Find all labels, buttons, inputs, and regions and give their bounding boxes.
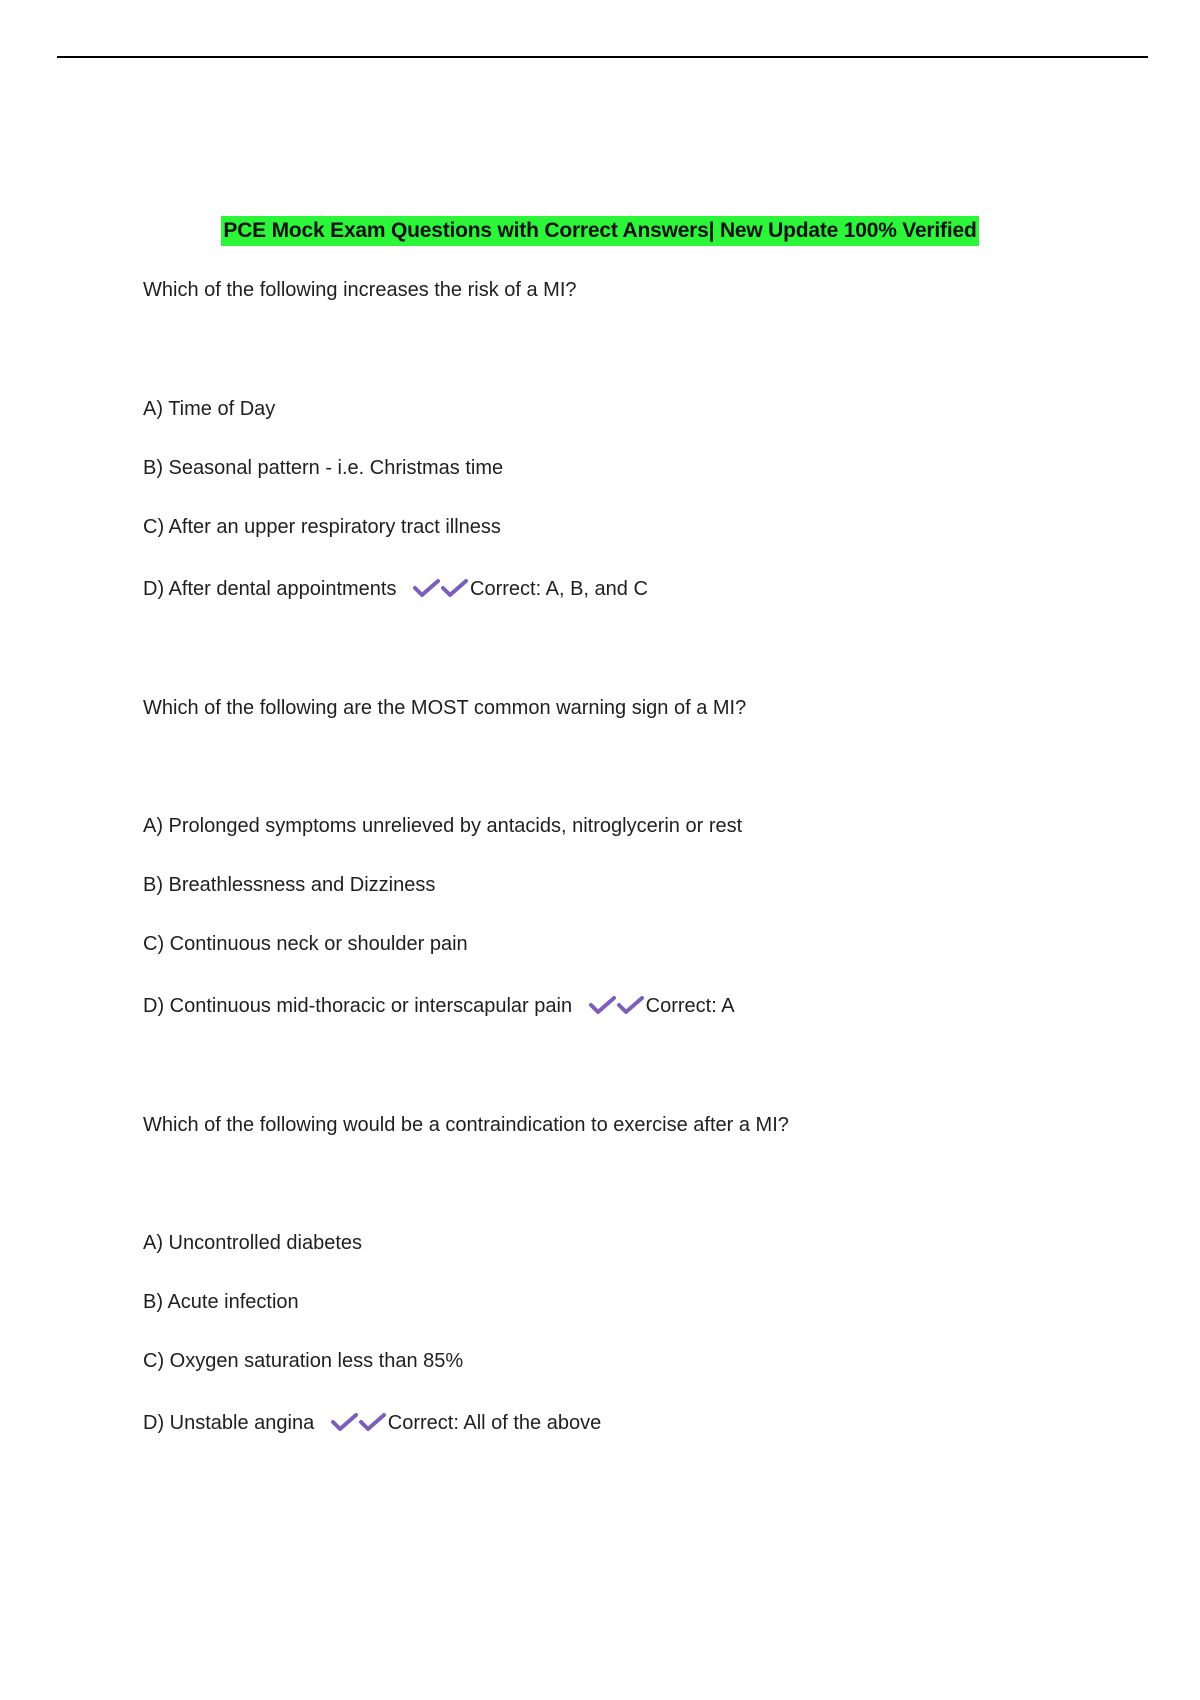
check-marks [330, 1409, 386, 1435]
check-icon [588, 995, 616, 1015]
check-icon [440, 578, 468, 598]
option-d-row [143, 576, 648, 603]
correct-answer: Correct: A [645, 995, 735, 1017]
correct-answer: Correct: A, B, and C [470, 578, 648, 600]
option-b: B) Breathlessness and Dizziness [143, 874, 436, 896]
title-container [0, 216, 1200, 246]
header-rule [57, 56, 1148, 58]
option-c: C) Continuous neck or shoulder pain [143, 933, 468, 955]
correct-answer: Correct: All of the above [387, 1412, 602, 1434]
option-d: D) Continuous mid-thoracic or interscapular pain [143, 995, 573, 1017]
option-a: A) Prolonged symptoms unrelieved by antacids, nitroglycerin or rest [143, 815, 743, 837]
check-icon [358, 1412, 386, 1432]
option-a: A) Uncontrolled diabetes [143, 1232, 363, 1254]
option-d: D) After dental appointments [143, 578, 397, 600]
option-a: A) Time of Day [143, 398, 276, 420]
question-text: Which of the following are the MOST common warning sign of a MI? [143, 697, 747, 719]
check-icon [412, 578, 440, 598]
check-icon [616, 995, 644, 1015]
document-title: PCE Mock Exam Questions with Correct Answers| New Update 100% Verified [221, 216, 978, 246]
check-icon [330, 1412, 358, 1432]
question-text: Which of the following would be a contraindication to exercise after a MI? [143, 1114, 789, 1136]
option-d-row [143, 993, 735, 1020]
option-c: C) Oxygen saturation less than 85% [143, 1350, 464, 1372]
check-marks [412, 575, 468, 601]
option-d: D) Unstable angina [143, 1412, 315, 1434]
option-d-row [143, 1410, 601, 1437]
check-marks [588, 992, 644, 1018]
option-b: B) Acute infection [143, 1291, 299, 1313]
option-c: C) After an upper respiratory tract illness [143, 516, 501, 538]
option-b: B) Seasonal pattern - i.e. Christmas time [143, 457, 504, 479]
question-text: Which of the following increases the risk of a MI? [143, 279, 577, 301]
